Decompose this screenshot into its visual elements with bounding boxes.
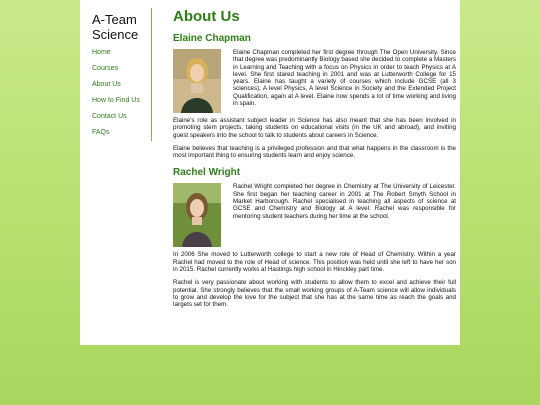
bio-paragraph: Elaine's role as assistant subject leader in Science has also meant that she has been involved in promoting stem projects, taking students on educational visits (in the UK and abroad), and inviting guest speakers into the school to talk to students about careers in Science. (173, 117, 456, 139)
person-section-rachel (173, 183, 456, 251)
person-name-rachel: Rachel Wright (173, 167, 241, 179)
bio-paragraph: Rachel Wright completed her degree in Chemistry at The University of Leicester. She first began her teaching career in 2001 at The Robert Smyth School in Market Harborough. Rachel specialised in teaching all aspects of science at GCSE and Chemistry and Biology at A level. Rachel was responsible for mentoring student teachers during her time at the school. (233, 183, 456, 220)
portrait-photo-elaine (173, 49, 221, 113)
nav-home[interactable]: Home (92, 49, 111, 56)
bio-paragraph: Elaine believes that teaching is a privileged profession and that what happens in the classroom is the most important thing to ensuring students learn and enjoy science. (173, 144, 456, 160)
main-content (173, 8, 456, 338)
nav-about-us[interactable]: About Us (92, 81, 121, 88)
sidebar-divider (151, 8, 152, 141)
nav-how-to-find-us[interactable]: How to Find Us (92, 97, 140, 104)
page-container (80, 0, 460, 345)
nav-courses[interactable]: Courses (92, 65, 119, 72)
main-nav (92, 49, 140, 145)
portrait-photo-rachel (173, 183, 221, 247)
nav-faqs[interactable]: FAQs (92, 129, 110, 136)
bio-paragraph: In 2006 She moved to Lutterworth college to start a new role of Head of Chemistry. Within a year Rachel had moved to the role of Head of science. This position was held until she left to have her son in 2015. Rachel currently works at Hastings high school in Hinckley part time. (173, 251, 456, 274)
nav-contact-us[interactable]: Contact Us (92, 113, 127, 120)
site-title (92, 12, 138, 42)
page-heading: About Us (173, 8, 240, 25)
sidebar (80, 0, 152, 345)
person-name-elaine: Elaine Chapman (173, 33, 251, 44)
site-title-line2: Science (92, 27, 139, 42)
bio-paragraph: Rachel is very passionate about working with students to allow them to excel and achieve their full potential. She strongly believes that the small working groups of A-Team science will allow individuals to grow and develop the love for the subject that she has at the same time as reach the goals and targets set for them. (173, 279, 456, 309)
bio-paragraph: Elaine Chapman completed her first degree through The Open University. Since that degree was predominantly Biology based she decided to complete a Masters in Learning and Teaching with a focus on Physics in order to teach Physics at A level. She first stared teaching in 2001 and was at Lutterworth College for 15 years. Elaine has taught a variety of courses which include GCSE (all 3 sciences), A level Physics, A level Science in Society and the Extended Project Qualification, again at A level. Elaine now spends a lot of time working and living in spain. (233, 49, 456, 108)
person-section-elaine (173, 49, 456, 117)
site-title-line1: A-Team (92, 12, 137, 27)
